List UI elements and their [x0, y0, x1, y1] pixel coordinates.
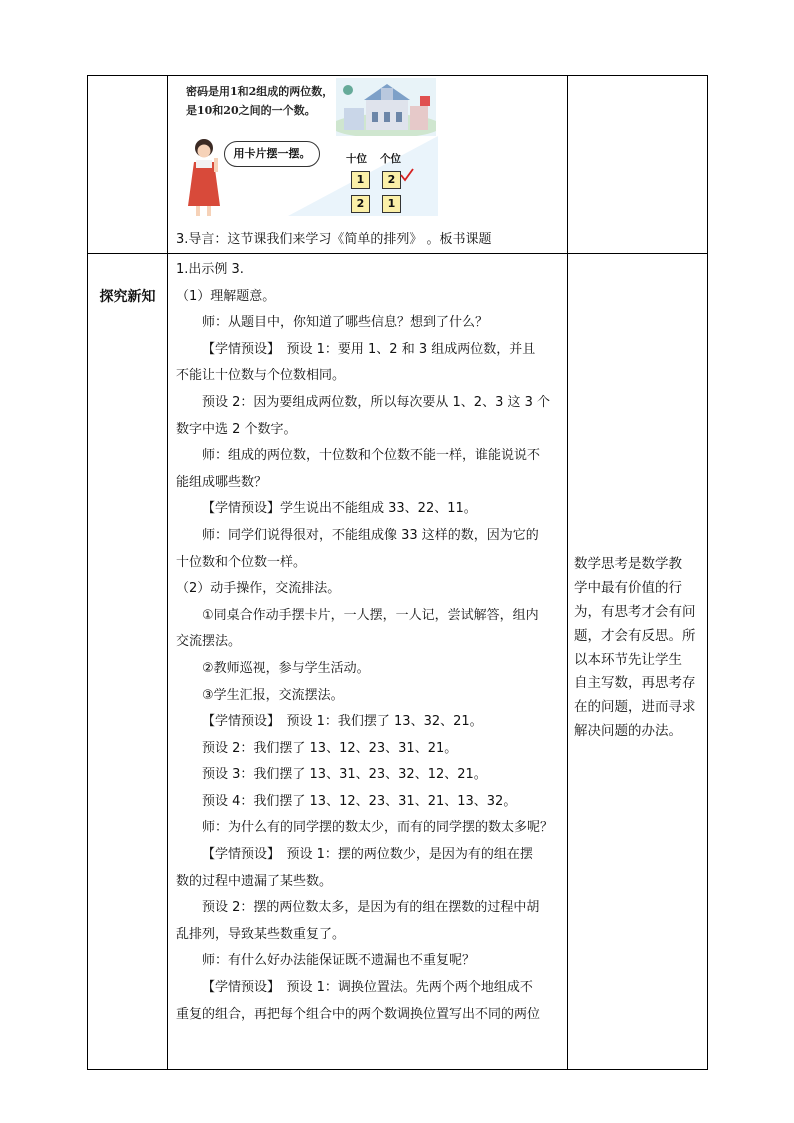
content-line: 预设 2：我们摆了 13、12、23、31、21。 — [202, 740, 458, 756]
content-line: 乱排列，导致某些数重复了。 — [176, 926, 346, 942]
girl-illustration — [186, 136, 226, 218]
textbook-illustration — [176, 76, 561, 217]
note-line: 解决问题的办法。 — [574, 722, 682, 739]
note-line: 学中最有价值的行 — [574, 580, 682, 597]
content-line: 预设 3：我们摆了 13、31、23、32、12、21。 — [202, 767, 487, 783]
teaching-note-cell — [568, 254, 708, 1070]
password-hint — [186, 82, 333, 120]
section-label: 探究新知 — [88, 254, 168, 1070]
content-line: 数的过程中遗漏了某些数。 — [176, 873, 333, 889]
content-line: 预设 4：我们摆了 13、12、23、31、21、13、32。 — [202, 793, 517, 809]
speech-bubble: 用卡片摆一摆。 — [224, 141, 320, 167]
content-line: 能组成哪些数？ — [176, 474, 268, 490]
lesson-plan-table — [87, 75, 708, 1070]
content-line: 【学情预设】 预设 1：调换位置法。先两个两个地组成不 — [202, 980, 533, 996]
intro-content-cell — [168, 76, 568, 254]
card-ones-1: 2 — [382, 171, 401, 189]
content-line: 【学情预设】学生说出不能组成 33、22、11。 — [202, 501, 477, 517]
note-line: 为，有思考才会有问 — [574, 603, 696, 620]
note-line: 题，才会有反思。所 — [574, 627, 696, 644]
content-line: 【学情预设】 预设 1：我们摆了 13、32、21。 — [202, 714, 483, 730]
intro-row — [88, 76, 708, 254]
content-line: ①同桌合作动手摆卡片，一人摆，一人记，尝试解答，组内 — [202, 607, 539, 623]
explore-lines — [176, 257, 561, 1028]
content-line: 十位数和个位数一样。 — [176, 554, 307, 570]
note-line: 在的问题，进而寻求 — [574, 699, 696, 716]
content-line: 数字中选 2 个数字。 — [176, 421, 297, 437]
ones-header: 个位 — [380, 153, 401, 165]
content-line: 预设 2：因为要组成两位数，所以每次要从 1、2、3 这 3 个 — [202, 394, 551, 410]
teaching-note — [574, 553, 699, 743]
note-line: 自主写数，再思考存 — [574, 675, 696, 692]
intro-text: 3.导言：这节课我们来学习《简单的排列》 。板书课题 — [176, 232, 492, 247]
content-line: 交流摆法。 — [176, 634, 242, 650]
content-line: 师：从题目中，你知道了哪些信息？想到了什么？ — [202, 315, 489, 331]
password-hint-line1: 密码是用1和2组成的两位数， — [186, 85, 334, 98]
content-line: ③学生汇报，交流摆法。 — [202, 687, 344, 703]
city-building-image — [336, 78, 436, 136]
content-line: 师：有什么好办法能保证既不遗漏也不重复呢？ — [202, 953, 476, 969]
content-line: 预设 2：摆的两位数太多，是因为有的组在摆数的过程中胡 — [202, 900, 540, 916]
content-line: （2）动手操作，交流排法。 — [176, 581, 341, 597]
tens-header: 十位 — [346, 153, 367, 165]
content-line: 1.出示例 3. — [176, 262, 244, 277]
check-mark-icon — [400, 168, 414, 182]
content-line: （1）理解题意。 — [176, 288, 276, 304]
content-line: 【学情预设】 预设 1：要用 1、2 和 3 组成两位数，并且 — [202, 341, 536, 357]
content-line: 师：同学们说得很对，不能组成像 33 这样的数，因为它的 — [202, 527, 539, 543]
note-line: 以本环节先让学生 — [574, 651, 682, 668]
card-tens-1: 1 — [351, 171, 370, 189]
content-line: 【学情预设】 预设 1：摆的两位数少，是因为有的组在摆 — [202, 847, 533, 863]
intro-note-cell — [568, 76, 708, 254]
content-line: 师：组成的两位数，十位数和个位数不能一样，谁能说说不 — [202, 448, 541, 464]
card-tens-2: 2 — [351, 195, 370, 213]
content-line: 重复的组合，再把每个组合中的两个数调换位置写出不同的两位 — [176, 1006, 541, 1022]
password-hint-line2: 是10和20之间的一个数。 — [186, 104, 316, 117]
note-line: 数学思考是数学教 — [574, 556, 682, 573]
content-line: 不能让十位数与个位数相同。 — [176, 368, 346, 384]
content-line: ②教师巡视，参与学生活动。 — [202, 660, 370, 676]
explore-content-cell — [168, 254, 568, 1070]
intro-label-cell — [88, 76, 168, 254]
content-line: 师：为什么有的同学摆的数太少，而有的同学摆的数太多呢？ — [202, 820, 554, 836]
explore-row — [88, 254, 708, 1070]
card-ones-2: 1 — [382, 195, 401, 213]
